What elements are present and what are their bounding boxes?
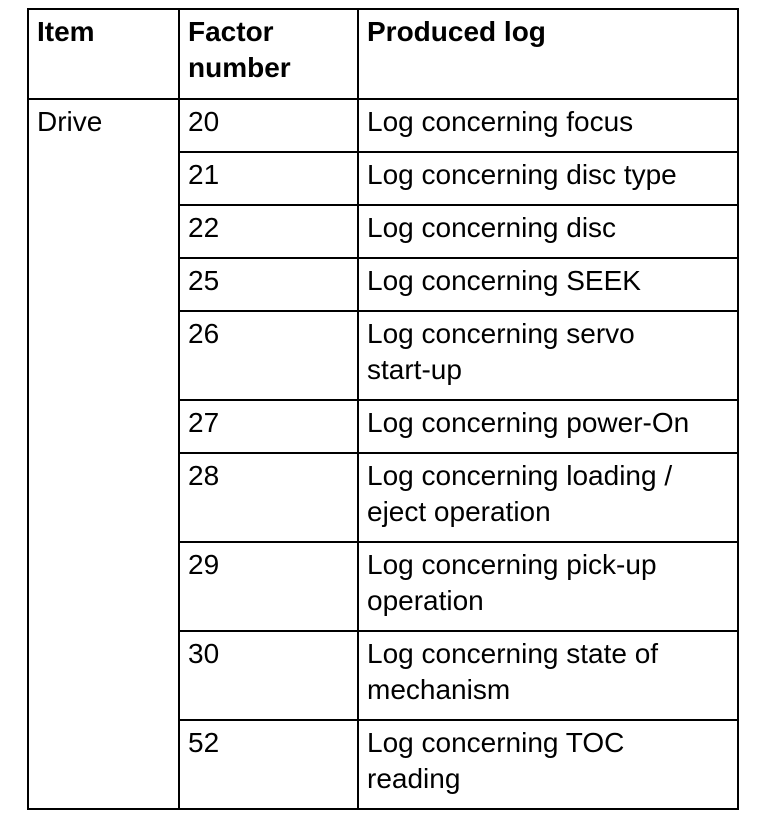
factor-number-cell: 25 — [179, 258, 358, 311]
log-line: Log concerning focus — [367, 106, 634, 137]
log-line: Log concerning state of — [367, 638, 659, 669]
log-line: start-up — [367, 354, 462, 385]
factor-number-cell: 52 — [179, 720, 358, 809]
produced-log-cell — [358, 453, 738, 542]
header-factor-number — [179, 9, 358, 99]
factor-number-cell: 26 — [179, 311, 358, 400]
factor-number-cell: 29 — [179, 542, 358, 631]
table-body — [28, 99, 738, 809]
produced-log-cell — [358, 631, 738, 720]
log-line: Log concerning SEEK — [367, 265, 641, 296]
produced-log-cell — [358, 258, 738, 311]
log-line: reading — [367, 763, 461, 794]
log-line: Log concerning loading / — [367, 460, 673, 491]
table-header — [28, 9, 738, 99]
produced-log-cell — [358, 152, 738, 205]
log-line: Log concerning power-On — [367, 407, 690, 438]
header-row — [28, 9, 738, 99]
factor-number-cell: 21 — [179, 152, 358, 205]
factor-number-cell: 22 — [179, 205, 358, 258]
header-factor-line1: Factor — [188, 16, 274, 47]
factor-log-table — [27, 8, 739, 810]
log-line: Log concerning TOC — [367, 727, 625, 758]
produced-log-cell — [358, 400, 738, 453]
log-line: Log concerning disc — [367, 212, 617, 243]
factor-number-cell: 27 — [179, 400, 358, 453]
header-produced-log: Produced log — [358, 9, 738, 99]
produced-log-cell — [358, 205, 738, 258]
produced-log-cell — [358, 99, 738, 152]
produced-log-cell — [358, 311, 738, 400]
log-line: Log concerning pick-up — [367, 549, 657, 580]
factor-number-cell: 20 — [179, 99, 358, 152]
header-factor-line2: number — [188, 52, 291, 83]
log-line: eject operation — [367, 496, 551, 527]
log-line: mechanism — [367, 674, 511, 705]
table-row — [28, 99, 738, 152]
log-line: Log concerning servo — [367, 318, 635, 349]
produced-log-cell — [358, 542, 738, 631]
header-item: Item — [28, 9, 179, 99]
log-line: operation — [367, 585, 484, 616]
log-line: Log concerning disc type — [367, 159, 677, 190]
produced-log-cell — [358, 720, 738, 809]
item-cell-drive: Drive — [28, 99, 179, 809]
factor-number-cell: 30 — [179, 631, 358, 720]
factor-number-cell: 28 — [179, 453, 358, 542]
